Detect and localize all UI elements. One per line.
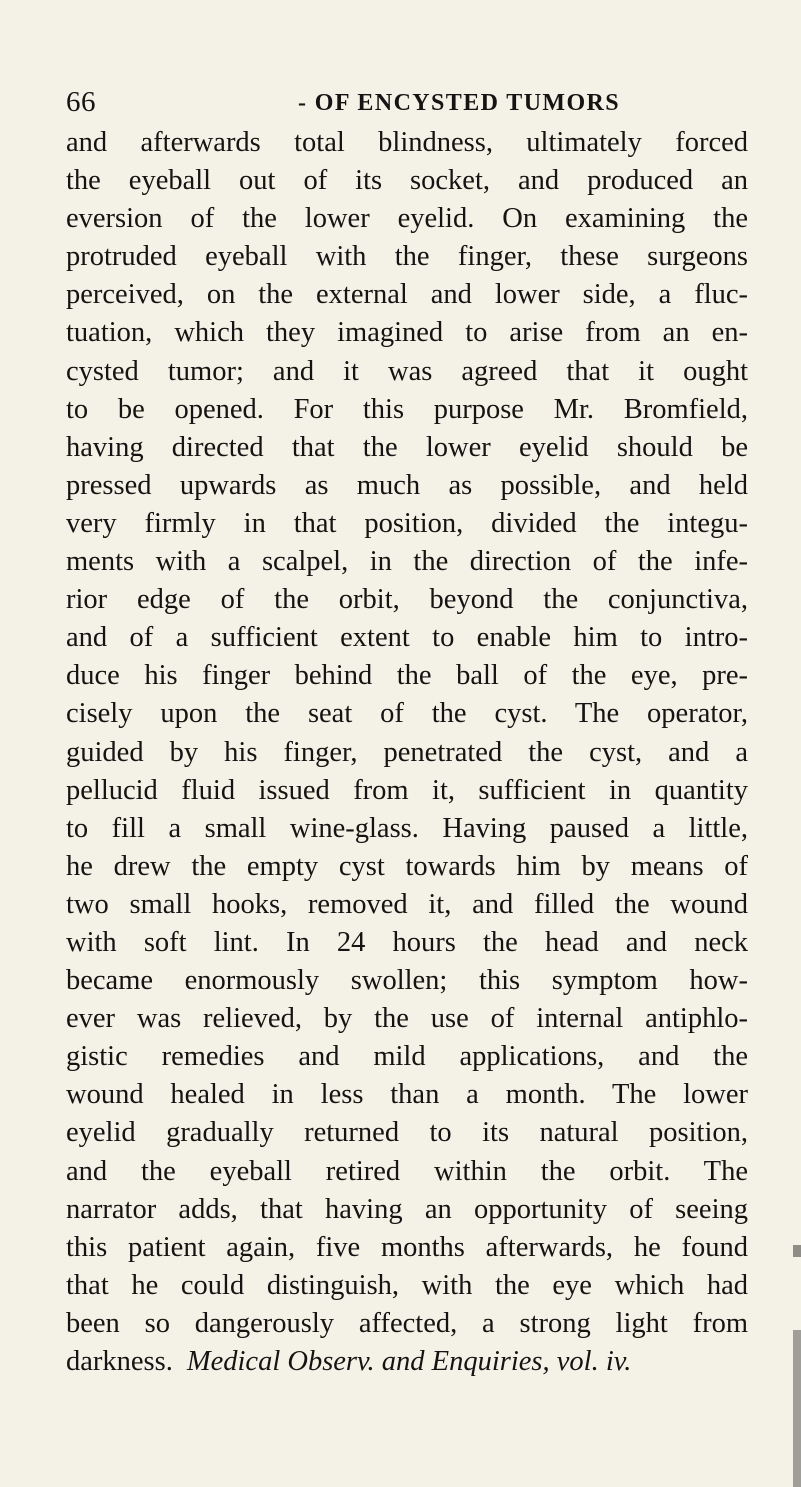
citation-source: Medical Observ. and Enquiries, vol. iv. [186,1346,632,1377]
text-line: that he could distinguish, with the eye which had [66,1269,748,1301]
page-number: 66 [66,86,96,118]
page-edge-shadow [793,1245,801,1257]
text-line: and afterwards total blindness, ultimately forced [66,127,748,158]
text-line: became enormously swollen; this symptom how- [66,965,748,997]
text-line: been so dangerously affected, a strong light from [66,1307,748,1339]
running-head: - OF ENCYSTED TUMORS [298,90,621,116]
text-line: gistic remedies and mild applications, and the [66,1041,748,1073]
text-line: guided by his finger, penetrated the cyst, and a [66,736,748,768]
text-line: pellucid fluid issued from it, sufficient in quantity [66,774,748,806]
text-line: narrator adds, that having an opportunity of seeing [66,1193,748,1225]
body-text [66,124,748,1381]
page-header [66,86,746,126]
page-edge-shadow [793,1330,801,1487]
text-line: this patient again, five months afterwards, he found [66,1231,748,1263]
text-line: with soft lint. In 24 hours the head and neck [66,926,748,958]
text-line: cysted tumor; and it was agreed that it ought [66,355,748,387]
text-line: ments with a scalpel, in the direction of the infe- [66,546,748,578]
text-line: he drew the empty cyst towards him by means of [66,850,748,882]
text-line: eyelid gradually returned to its natural position, [66,1117,748,1149]
text-line: pressed upwards as much as possible, and held [66,469,748,501]
text-line: to be opened. For this purpose Mr. Bromfield, [66,393,748,425]
text-line: the eyeball out of its socket, and produced an [66,165,748,197]
text-line: and the eyeball retired within the orbit. The [66,1155,748,1187]
text-line: eversion of the lower eyelid. On examining the [66,203,748,235]
text-line: two small hooks, removed it, and filled the wound [66,888,748,920]
final-text-line [66,1343,748,1381]
text-line: having directed that the lower eyelid should be [66,431,748,463]
text-line: cisely upon the seat of the cyst. The operator, [66,698,748,730]
final-line-text: darkness. [66,1346,173,1377]
text-line: ever was relieved, by the use of internal antiphlo- [66,1003,748,1035]
text-line: protruded eyeball with the finger, these surgeons [66,241,748,273]
text-line: wound healed in less than a month. The lower [66,1079,748,1111]
text-line: very firmly in that position, divided the integu- [66,507,748,539]
text-line: tuation, which they imagined to arise from an en- [66,317,748,349]
text-line: to fill a small wine-glass. Having paused a little, [66,812,748,844]
text-line: duce his finger behind the ball of the eye, pre- [66,660,748,692]
text-line: rior edge of the orbit, beyond the conjunctiva, [66,584,748,616]
text-line: perceived, on the external and lower side, a fluc- [66,279,748,311]
text-line: and of a sufficient extent to enable him to intro- [66,622,748,654]
